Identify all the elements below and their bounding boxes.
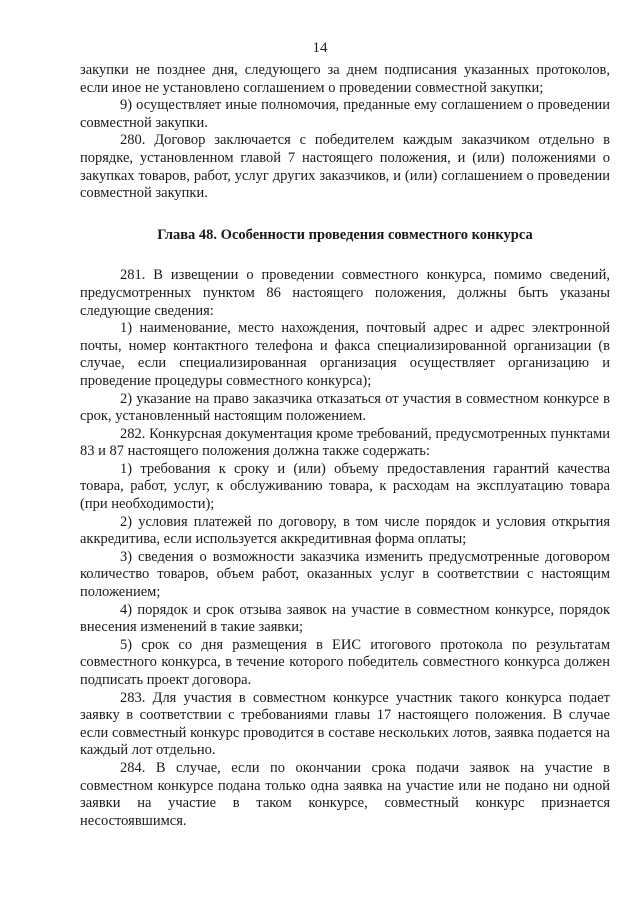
paragraph-282-item-2: 2) условия платежей по договору, в том числе порядок и условия открытия аккредитива, если используется аккредитивная форма оплаты; xyxy=(80,513,610,548)
paragraph-280: 280. Договор заключается с победителем каждым заказчиком отдельно в порядке, установленном главой 7 настоящего положения, и (или) положениями о закупках товаров, работ, услуг других заказчиков, и (или) соглашением о проведении совместной закупки. xyxy=(80,132,610,202)
paragraph-282-item-5: 5) срок со дня размещения в ЕИС итогового протокола по результатам совместного конкурса, в течение которого победитель совместного конкурса должен подписать проект договора. xyxy=(80,636,610,688)
paragraph-continuation: закупки не позднее дня, следующего за днем подписания указанных протоколов, если иное не установлено соглашением о проведении совместной закупки; xyxy=(80,62,610,96)
paragraph-item-9: 9) осуществляет иные полномочия, преданные ему соглашением о проведении совместной закупки. xyxy=(80,97,610,131)
paragraph-284: 284. В случае, если по окончании срока подачи заявок на участие в совместном конкурсе подана только одна заявка на участие или не подано ни одной заявки на участие в таком конкурсе, совместный конкурс признается несостоявшимся. xyxy=(80,759,610,829)
paragraph-282-item-3: 3) сведения о возможности заказчика изменить предусмотренные договором количество товаров, объем работ, оказанных услуг в соответствии с настоящим положением; xyxy=(80,548,610,601)
document-body xyxy=(80,62,610,830)
paragraph-282-item-1: 1) требования к сроку и (или) объему предоставления гарантий качества товара, работ, услуг, к обслуживанию товара, к расходам на эксплуатацию товара (при необходимости); xyxy=(80,460,610,513)
paragraph-283: 283. Для участия в совместном конкурсе участник такого конкурса подает заявку в соответствии с требованиями главы 17 настоящего положения. В случае если совместный конкурс проводится в составе нескольких лотов, заявка подается на каждый лот отдельно. xyxy=(80,689,610,759)
page-number: 14 xyxy=(312,40,328,56)
paragraph-282-item-4: 4) порядок и срок отзыва заявок на участие в совместном конкурсе, порядок внесения изменений в такие заявки; xyxy=(80,601,610,636)
chapter-heading: Глава 48. Особенности проведения совместного конкурса xyxy=(157,226,533,243)
paragraph-281-item-2: 2) указание на право заказчика отказаться от участия в совместном конкурсе в срок, установленный настоящим положением. xyxy=(80,390,610,425)
paragraph-281: 281. В извещении о проведении совместного конкурса, помимо сведений, предусмотренных пунктом 86 настоящего положения, должны быть указаны следующие сведения: xyxy=(80,267,610,319)
paragraph-282: 282. Конкурсная документация кроме требований, предусмотренных пунктами 83 и 87 настоящего положения должна также содержать: xyxy=(80,425,610,460)
paragraph-281-item-1: 1) наименование, место нахождения, почтовый адрес и адрес электронной почты, номер контактного телефона и факса специализированной организации (в случае, если специализированная организация осуществляет организацию и проведение процедуры совместного конкурса); xyxy=(80,320,610,389)
